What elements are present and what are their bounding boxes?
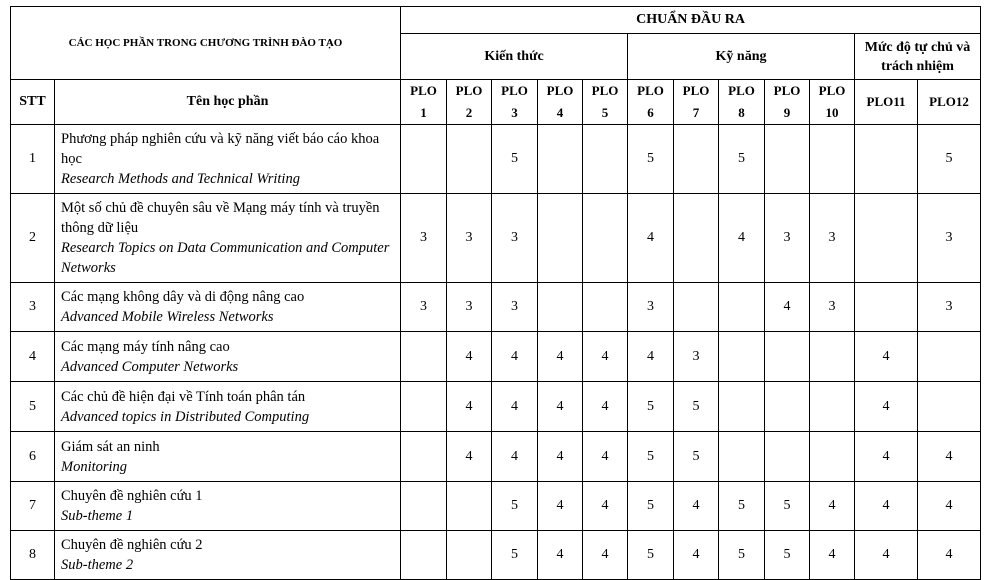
plo-header-1	[401, 80, 447, 125]
plo-value-cell: 4	[810, 531, 855, 580]
stt-cell: 8	[11, 531, 55, 580]
plo-value-cell: 4	[765, 283, 810, 332]
plo-header-6	[628, 80, 674, 125]
stt-cell: 4	[11, 332, 55, 382]
table-row	[11, 531, 981, 580]
plo-header-label: PLO	[728, 83, 755, 98]
plo-value-cell: 4	[538, 332, 583, 382]
plo-header-label: PLO	[501, 83, 528, 98]
course-name-cell	[55, 531, 401, 580]
plo-value-cell	[447, 482, 492, 531]
plo-value-cell	[583, 283, 628, 332]
plo-value-cell: 5	[628, 432, 674, 482]
plo-value-cell	[401, 432, 447, 482]
plo-value-cell: 5	[719, 482, 765, 531]
course-name-cell	[55, 194, 401, 283]
course-name-cell	[55, 283, 401, 332]
plo-matrix-table	[10, 6, 981, 580]
plo-header-10	[810, 80, 855, 125]
plo-value-cell	[810, 432, 855, 482]
plo-value-cell: 4	[583, 332, 628, 382]
plo-value-cell	[401, 125, 447, 194]
course-name-english: Advanced topics in Distributed Computing	[61, 408, 310, 425]
course-name-cell	[55, 482, 401, 531]
plo-value-cell	[810, 125, 855, 194]
plo-value-cell: 4	[719, 194, 765, 283]
plo-value-cell	[719, 332, 765, 382]
plo-header-11	[855, 80, 918, 125]
plo-value-cell: 3	[918, 283, 981, 332]
plo-value-cell	[401, 332, 447, 382]
table-header	[11, 7, 981, 125]
plo-value-cell: 3	[765, 194, 810, 283]
plo-value-cell: 4	[583, 382, 628, 432]
plo-header-number: 2	[465, 105, 473, 120]
plo-value-cell: 5	[492, 125, 538, 194]
table-row	[11, 432, 981, 482]
plo-value-cell: 4	[855, 332, 918, 382]
course-name-english: Advanced Mobile Wireless Networks	[61, 309, 274, 325]
plo-value-cell	[538, 125, 583, 194]
course-name-english: Monitoring	[61, 458, 128, 475]
plo-value-cell: 5	[719, 125, 765, 194]
plo-value-cell	[765, 432, 810, 482]
plo-value-cell	[810, 382, 855, 432]
table-row	[11, 194, 981, 283]
plo-value-cell: 5	[492, 531, 538, 580]
table-body	[11, 125, 981, 580]
table-row	[11, 482, 981, 531]
plo-value-cell	[583, 194, 628, 283]
plo-value-cell	[538, 283, 583, 332]
plo-header-number: 4	[556, 105, 564, 120]
plo-value-cell: 4	[538, 382, 583, 432]
plo-value-cell: 3	[810, 194, 855, 283]
autonomy-header: Mức độ tự chủ và trách nhiệm	[855, 34, 981, 80]
plo-value-cell: 3	[918, 194, 981, 283]
plo-header-number: 3	[511, 105, 518, 120]
plo-value-cell: 3	[401, 194, 447, 283]
plo-header-number: 10	[825, 105, 839, 120]
stt-cell: 3	[11, 283, 55, 332]
course-name-vietnamese: Các mạng không dây và di động nâng cao	[61, 289, 305, 305]
plo-value-cell: 3	[447, 194, 492, 283]
plo-value-cell: 3	[447, 283, 492, 332]
plo-header-number: 6	[647, 105, 654, 120]
plo-header-label: PLO	[591, 83, 619, 98]
plo-value-cell: 4	[674, 482, 719, 531]
course-name-vietnamese: Giám sát an ninh	[61, 438, 160, 455]
plo-value-cell: 5	[628, 382, 674, 432]
plo-header-label: PLO	[455, 83, 483, 98]
plo-value-cell: 4	[583, 432, 628, 482]
plo-header-label: PLO11	[866, 94, 906, 109]
plo-header-5	[583, 80, 628, 125]
plo-value-cell	[719, 382, 765, 432]
plo-value-cell: 5	[628, 531, 674, 580]
plo-value-cell: 4	[628, 332, 674, 382]
plo-header-number: 8	[738, 105, 745, 120]
plo-header-9	[765, 80, 810, 125]
stt-cell: 2	[11, 194, 55, 283]
programme-header: CÁC HỌC PHẦN TRONG CHƯƠNG TRÌNH ĐÀO TẠO	[11, 7, 401, 80]
plo-value-cell: 5	[765, 531, 810, 580]
plo-value-cell: 4	[447, 332, 492, 382]
plo-value-cell	[719, 283, 765, 332]
plo-value-cell	[918, 382, 981, 432]
plo-value-cell: 5	[628, 125, 674, 194]
plo-value-cell: 4	[628, 194, 674, 283]
plo-header-7	[674, 80, 719, 125]
stt-header: STT	[11, 80, 55, 125]
plo-value-cell: 3	[492, 194, 538, 283]
plo-value-cell	[401, 382, 447, 432]
plo-value-cell	[447, 125, 492, 194]
plo-header-12	[918, 80, 981, 125]
plo-value-cell: 4	[855, 432, 918, 482]
plo-value-cell: 4	[855, 382, 918, 432]
plo-value-cell: 5	[719, 531, 765, 580]
stt-cell: 1	[11, 125, 55, 194]
plo-header-label: PLO	[818, 83, 846, 98]
plo-header-label: PLO	[546, 83, 574, 98]
plo-value-cell: 5	[628, 482, 674, 531]
plo-header-row	[11, 80, 981, 125]
plo-value-cell: 3	[628, 283, 674, 332]
course-name-header: Tên học phần	[55, 80, 401, 125]
course-name-english: Sub-theme 2	[61, 557, 134, 573]
plo-value-cell	[855, 194, 918, 283]
plo-value-cell: 4	[855, 482, 918, 531]
plo-value-cell: 4	[492, 382, 538, 432]
table-row	[11, 332, 981, 382]
plo-value-cell	[447, 531, 492, 580]
course-name-vietnamese: Các chủ đề hiện đại về Tính toán phân tán	[61, 388, 306, 405]
course-name-cell	[55, 382, 401, 432]
stt-cell: 7	[11, 482, 55, 531]
course-name-english: Research Methods and Technical Writing	[61, 171, 300, 187]
plo-value-cell	[401, 482, 447, 531]
plo-value-cell: 5	[492, 482, 538, 531]
plo-value-cell	[538, 194, 583, 283]
plo-header-label: PLO	[410, 83, 437, 98]
plo-header-label: PLO	[682, 83, 710, 98]
plo-value-cell	[765, 332, 810, 382]
plo-value-cell	[401, 531, 447, 580]
stt-cell: 5	[11, 382, 55, 432]
plo-value-cell	[855, 125, 918, 194]
outcomes-header: CHUẨN ĐẦU RA	[401, 7, 981, 34]
course-name-cell	[55, 125, 401, 194]
plo-value-cell: 4	[583, 482, 628, 531]
plo-value-cell: 4	[918, 432, 981, 482]
course-name-english: Sub-theme 1	[61, 508, 134, 524]
plo-value-cell	[719, 432, 765, 482]
plo-header-8	[719, 80, 765, 125]
plo-header-3	[492, 80, 538, 125]
plo-header-label: PLO	[637, 83, 664, 98]
plo-value-cell: 4	[492, 432, 538, 482]
plo-header-number: 7	[692, 105, 700, 120]
course-name-vietnamese: Một số chủ đề chuyên sâu về Mạng máy tính và truyền thông dữ liệu	[61, 200, 380, 236]
course-name-vietnamese: Các mạng máy tính nâng cao	[61, 338, 230, 355]
table-row	[11, 125, 981, 194]
plo-value-cell: 4	[447, 432, 492, 482]
plo-header-number: 5	[601, 105, 609, 120]
plo-value-cell: 4	[538, 531, 583, 580]
plo-value-cell	[855, 283, 918, 332]
course-name-vietnamese: Chuyên đề nghiên cứu 1	[61, 488, 203, 504]
course-name-vietnamese: Phương pháp nghiên cứu và kỹ năng viết báo cáo khoa học	[61, 131, 380, 167]
plo-value-cell: 4	[538, 432, 583, 482]
plo-value-cell	[765, 382, 810, 432]
course-name-english: Research Topics on Data Communication and Computer Networks	[61, 240, 390, 276]
plo-value-cell	[765, 125, 810, 194]
plo-value-cell	[674, 194, 719, 283]
plo-header-label: PLO12	[929, 94, 969, 109]
plo-value-cell	[918, 332, 981, 382]
plo-value-cell: 4	[538, 482, 583, 531]
course-name-cell	[55, 332, 401, 382]
course-name-english: Advanced Computer Networks	[61, 358, 239, 375]
skills-header: Kỹ năng	[628, 34, 855, 80]
plo-value-cell: 5	[918, 125, 981, 194]
plo-header-2	[447, 80, 492, 125]
plo-header-label: PLO	[773, 83, 801, 98]
plo-value-cell: 5	[674, 432, 719, 482]
plo-value-cell: 3	[401, 283, 447, 332]
plo-value-cell	[583, 125, 628, 194]
course-name-cell	[55, 432, 401, 482]
plo-value-cell: 4	[447, 382, 492, 432]
table-row	[11, 382, 981, 432]
plo-value-cell: 3	[674, 332, 719, 382]
plo-value-cell: 4	[674, 531, 719, 580]
plo-value-cell: 3	[810, 283, 855, 332]
plo-value-cell: 4	[810, 482, 855, 531]
plo-value-cell	[674, 283, 719, 332]
plo-value-cell	[674, 125, 719, 194]
plo-header-number: 1	[420, 105, 427, 120]
table-row	[11, 283, 981, 332]
course-name-vietnamese: Chuyên đề nghiên cứu 2	[61, 537, 203, 553]
plo-value-cell: 3	[492, 283, 538, 332]
plo-value-cell: 4	[918, 531, 981, 580]
plo-header-number: 9	[783, 105, 791, 120]
plo-value-cell: 5	[765, 482, 810, 531]
plo-value-cell: 4	[583, 531, 628, 580]
plo-header-4	[538, 80, 583, 125]
plo-value-cell: 4	[918, 482, 981, 531]
plo-value-cell: 4	[855, 531, 918, 580]
plo-value-cell	[810, 332, 855, 382]
knowledge-header: Kiến thức	[401, 34, 628, 80]
stt-cell: 6	[11, 432, 55, 482]
plo-value-cell: 4	[492, 332, 538, 382]
plo-value-cell: 5	[674, 382, 719, 432]
